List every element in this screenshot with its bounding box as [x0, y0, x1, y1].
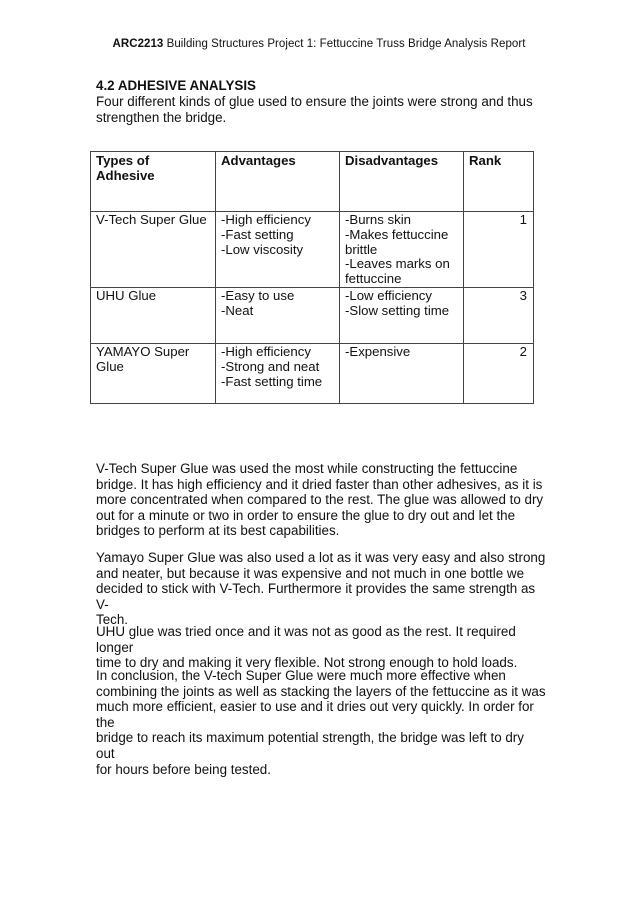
table-row	[91, 288, 534, 344]
cell-type: UHU Glue	[91, 288, 216, 344]
paragraph-vtech: V-Tech Super Glue was used the most while constructing the fettuccine bridge. It has high efficiency and it dried faster than other adhesives, as it is more concentrated when compared to the rest. The glue was allowed to dry out for a minute or two in order to ensure the glue to dry out and let the bridges to perform at its best capabilities.	[96, 461, 544, 539]
course-code: ARC2213	[112, 38, 164, 50]
paragraph-yamayo: Yamayo Super Glue was also used a lot as it was very easy and also strong and neater, but because it was expensive and not much in one bottle we decided to stick with V-Tech. Furthermore it provides the same strength as V- Tech.	[96, 550, 546, 628]
cell-type: YAMAYO Super Glue	[91, 344, 216, 404]
table-header-row	[91, 152, 534, 212]
adhesive-table	[90, 151, 534, 404]
table-row	[91, 212, 534, 288]
cell-advantages: -High efficiency -Strong and neat -Fast setting time	[216, 344, 340, 404]
intro-line: Four different kinds of glue used to ensure the joints were strong and thus	[96, 94, 533, 109]
cell-disadvantages: -Burns skin -Makes fettuccine brittle -Leaves marks on fettuccine	[340, 212, 464, 288]
paragraph-conclusion: In conclusion, the V-tech Super Glue were much more effective when combining the joints as well as stacking the layers of the fettuccine as it was much more efficient, easier to use and it dries out very quickly. In order for the bridge to reach its maximum potential strength, the bridge was left to dry out for hours before being tested.	[96, 668, 546, 777]
header-type: Types of Adhesive	[91, 152, 216, 212]
section-intro	[96, 94, 546, 125]
intro-line: strengthen the bridge.	[96, 109, 227, 125]
paragraph-uhu: UHU glue was tried once and it was not as good as the rest. It required longer time to dry and making it very flexible. Not strong enough to hold loads.	[96, 624, 518, 671]
section-title: 4.2 ADHESIVE ANALYSIS	[96, 78, 256, 93]
table-row	[91, 344, 534, 404]
cell-disadvantages: -Low efficiency -Slow setting time	[340, 288, 464, 344]
cell-type: V-Tech Super Glue	[91, 212, 216, 288]
cell-advantages: -Easy to use -Neat	[216, 288, 340, 344]
cell-rank: 1	[464, 212, 534, 288]
cell-rank: 2	[464, 344, 534, 404]
header-advantages: Advantages	[216, 152, 340, 212]
cell-rank: 3	[464, 288, 534, 344]
report-title: Building Structures Project 1: Fettuccine Truss Bridge Analysis Report	[163, 38, 526, 50]
header-rank: Rank	[464, 152, 534, 212]
cell-disadvantages: -Expensive	[340, 344, 464, 404]
header-disadvantages: Disadvantages	[340, 152, 464, 212]
report-header	[0, 38, 638, 50]
cell-advantages: -High efficiency -Fast setting -Low viscosity	[216, 212, 340, 288]
